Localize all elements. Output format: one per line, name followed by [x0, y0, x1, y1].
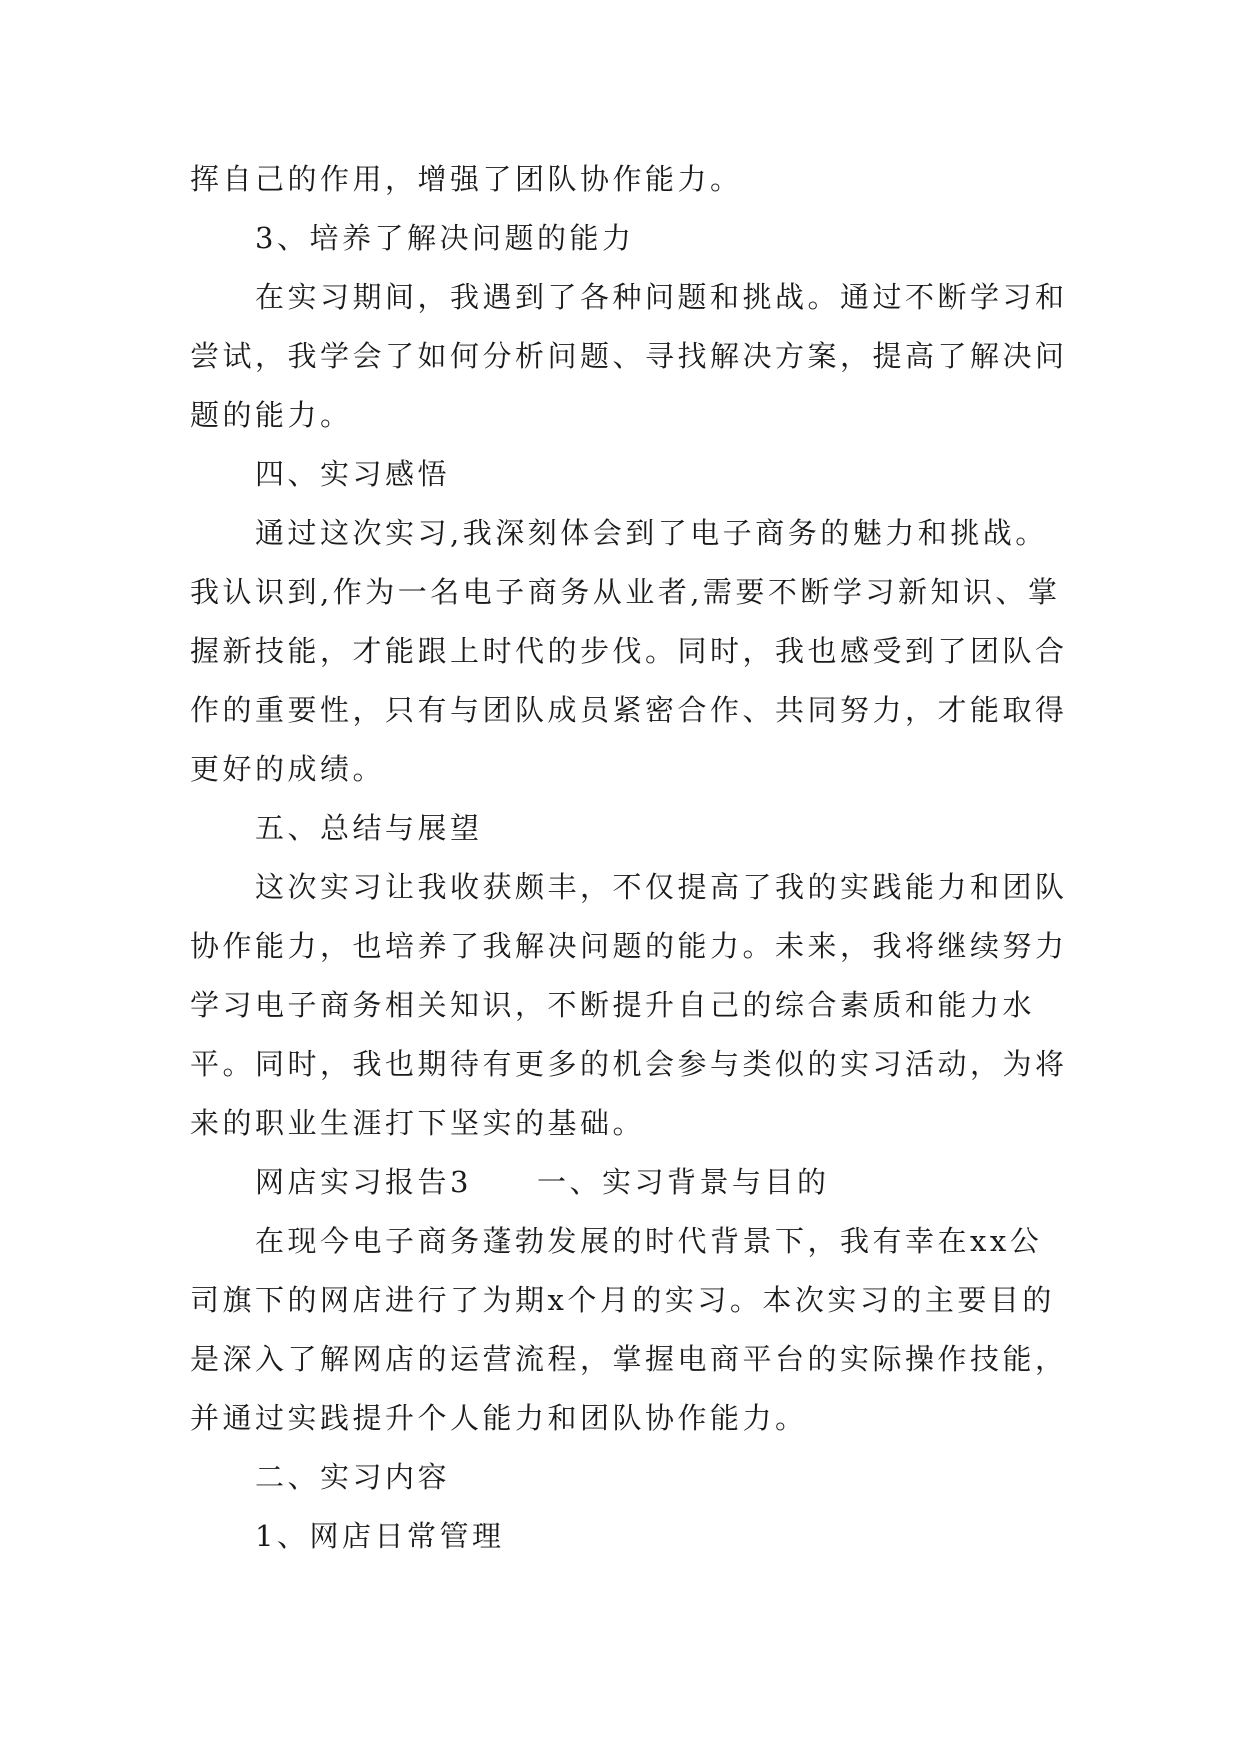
report-title-line: 网店实习报告3 一、实习背景与目的 [255, 1165, 830, 1199]
section-heading-content: 二、实习内容 [255, 1460, 451, 1494]
section-heading-daily-management: 1、网店日常管理 [255, 1519, 505, 1553]
paragraph-reflections: 通过这次实习,我深刻体会到了电子商务的魅力和挑战。我认识到,作为一名电子商务从业者,需要不断学习新知识、掌握新技能，才能跟上时代的步伐。同时，我也感受到了团队合作的重要性，只有与团队成员紧密合作、共同努力，才能取得更好的成绩。 [190, 516, 1068, 786]
paragraph-summary: 这次实习让我收获颇丰，不仅提高了我的实践能力和团队协作能力，也培养了我解决问题的能力。未来，我将继续努力学习电子商务相关知识，不断提升自己的综合素质和能力水平。同时，我也期待有更多的机会参与类似的实习活动，为将来的职业生涯打下坚实的基础。 [190, 870, 1068, 1140]
paragraph-problem-solving: 在实习期间，我遇到了各种问题和挑战。通过不断学习和尝试，我学会了如何分析问题、寻找解决方案，提高了解决问题的能力。 [190, 280, 1068, 432]
section-heading-problem-solving: 3、培养了解决问题的能力 [255, 221, 635, 255]
paragraph-background: 在现今电子商务蓬勃发展的时代背景下，我有幸在xx公司旗下的网店进行了为期x个月的实习。本次实习的主要目的是深入了解网店的运营流程，掌握电商平台的实际操作技能，并通过实践提升个人能力和团队协作能力。 [190, 1224, 1068, 1435]
document-body [190, 150, 1070, 1566]
paragraph-continuation: 挥自己的作用，增强了团队协作能力。 [190, 162, 743, 196]
section-heading-reflections: 四、实习感悟 [255, 457, 451, 491]
section-heading-summary: 五、总结与展望 [255, 811, 483, 845]
